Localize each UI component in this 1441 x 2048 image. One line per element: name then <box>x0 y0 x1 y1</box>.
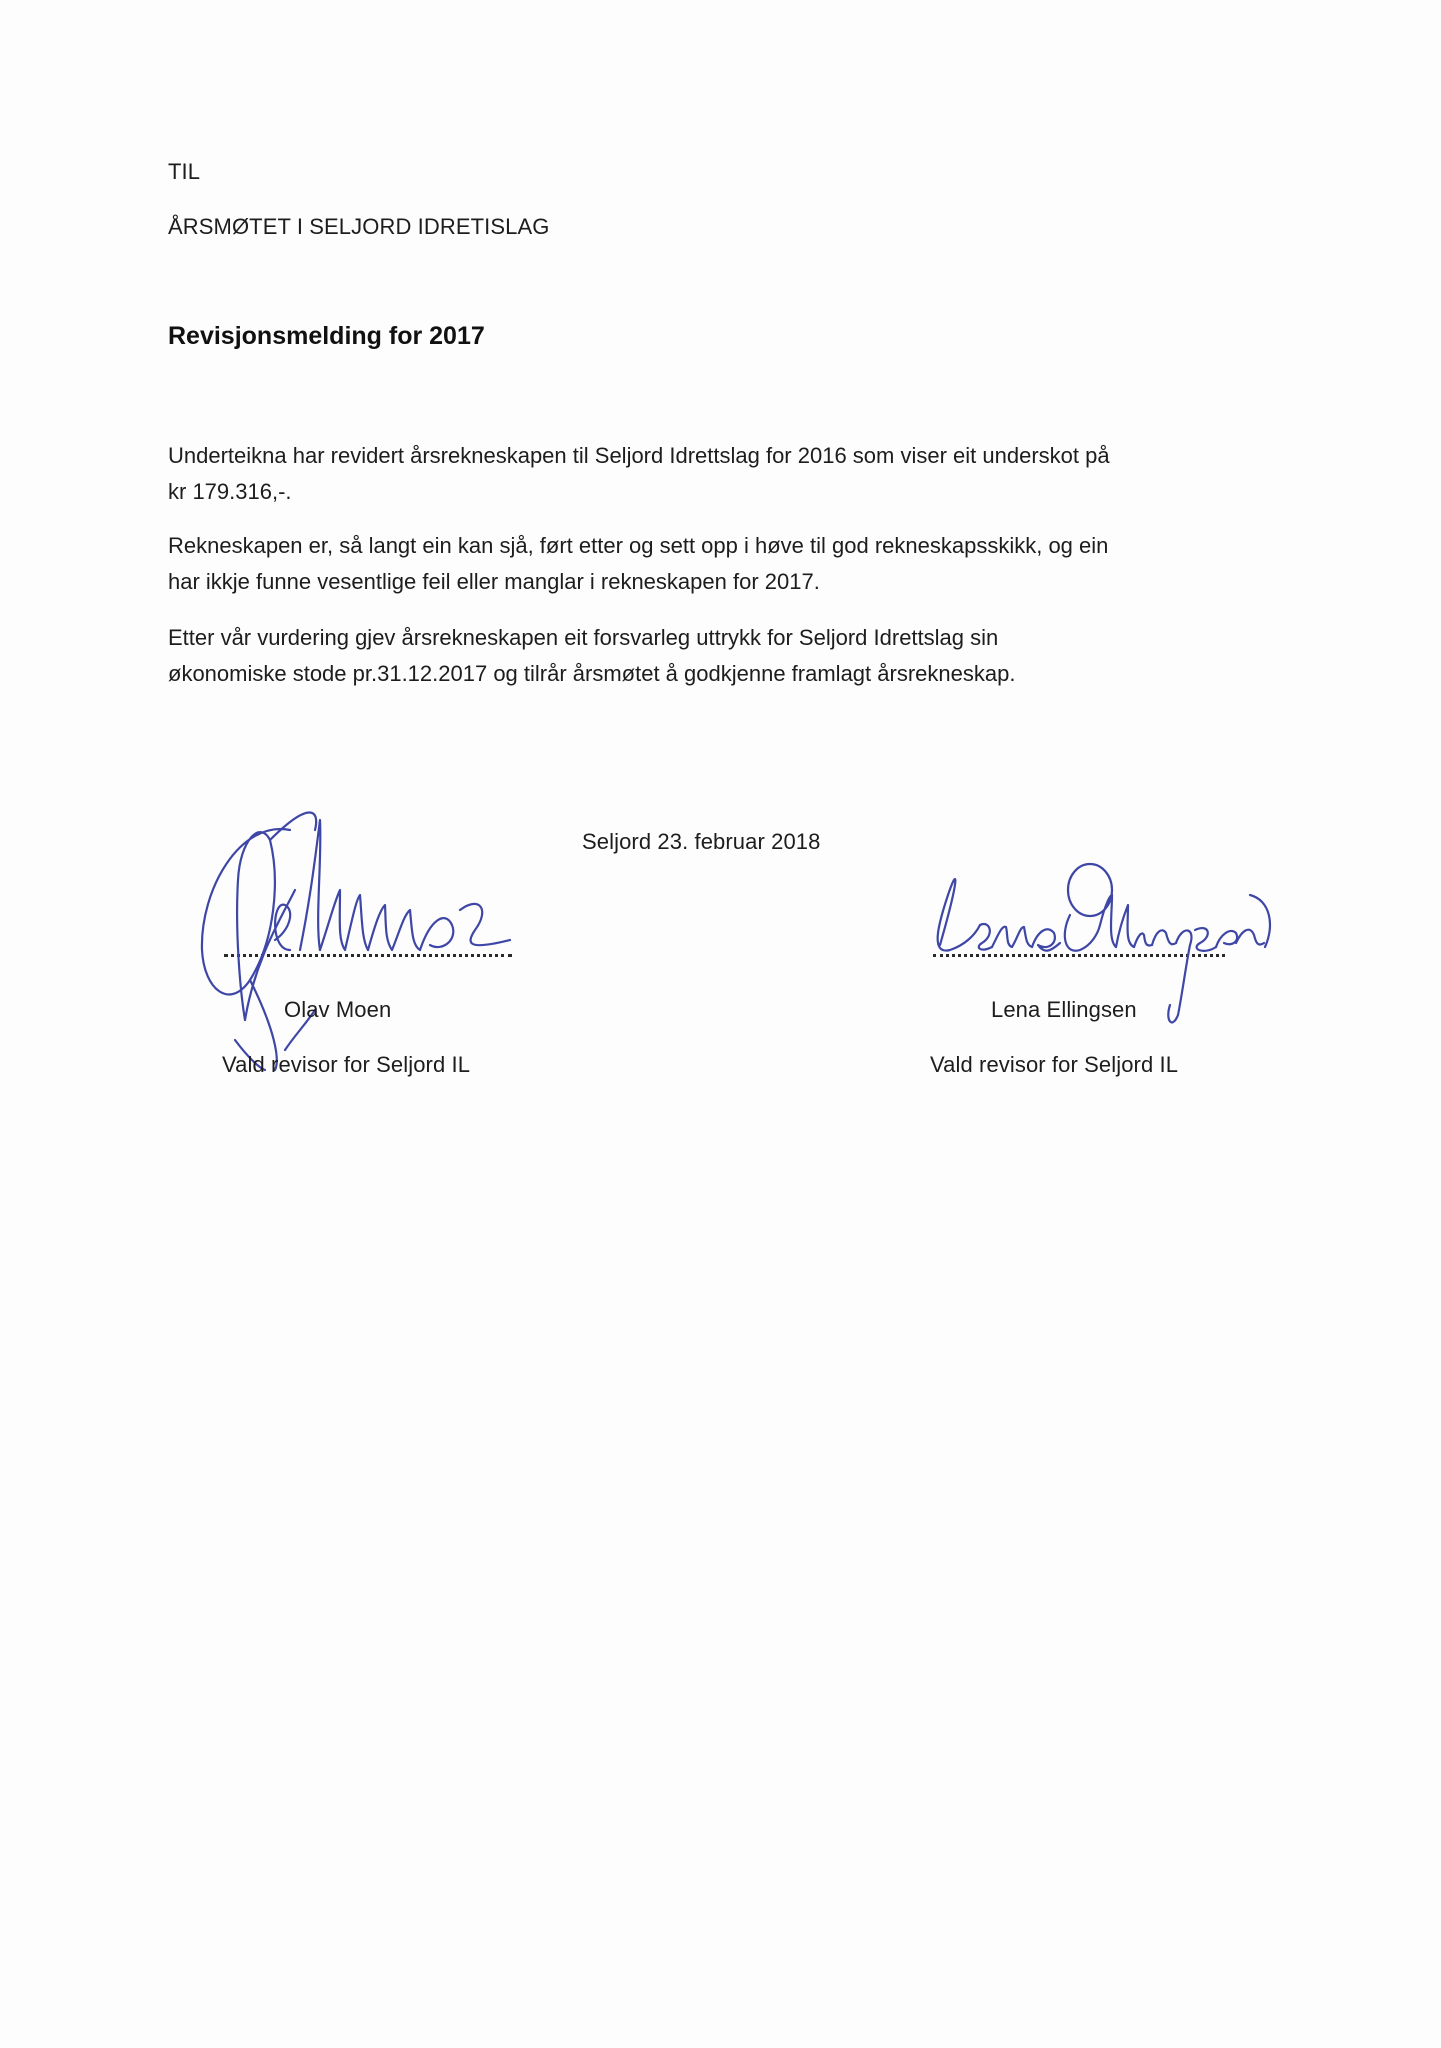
paragraph-3-line-1: Etter vår vurdering gjev årsrekneskapen eit forsvarleg uttrykk for Seljord Idrettslag sin <box>168 625 999 650</box>
paragraph-1 <box>168 438 1283 510</box>
paragraph-1-line-1: Underteikna har revidert årsrekneskapen til Seljord Idrettslag for 2016 som viser eit underskot på <box>168 443 1110 468</box>
paragraph-2-line-2: har ikkje funne vesentlige feil eller manglar i rekneskapen for 2017. <box>168 569 820 594</box>
paragraph-3-line-2: økonomiske stode pr.31.12.2017 og tilrår årsmøtet å godkjenne framlagt årsrekneskap. <box>168 661 1016 686</box>
signatory-2-name: Lena Ellingsen <box>991 997 1137 1022</box>
signature-line-right <box>933 954 1225 957</box>
recipient-to: TIL <box>168 159 201 184</box>
signatory-1-role: Vald revisor for Seljord IL <box>222 1052 471 1077</box>
letter-title: Revisjonsmelding for 2017 <box>168 322 485 350</box>
signatory-2-role: Vald revisor for Seljord IL <box>930 1052 1179 1077</box>
paragraph-2-line-1: Rekneskapen er, så langt ein kan sjå, ført etter og sett opp i høve til god rekneskapsskikk, og ein <box>168 533 1109 558</box>
signature-line-left <box>224 954 512 957</box>
paragraph-2 <box>168 528 1283 600</box>
signatory-1-name: Olav Moen <box>284 997 392 1022</box>
paragraph-1-line-2: kr 179.316,-. <box>168 479 292 504</box>
recipient-name: ÅRSMØTET I SELJORD IDRETISLAG <box>168 214 550 239</box>
paragraph-3 <box>168 620 1283 692</box>
place-date: Seljord 23. februar 2018 <box>582 829 821 854</box>
